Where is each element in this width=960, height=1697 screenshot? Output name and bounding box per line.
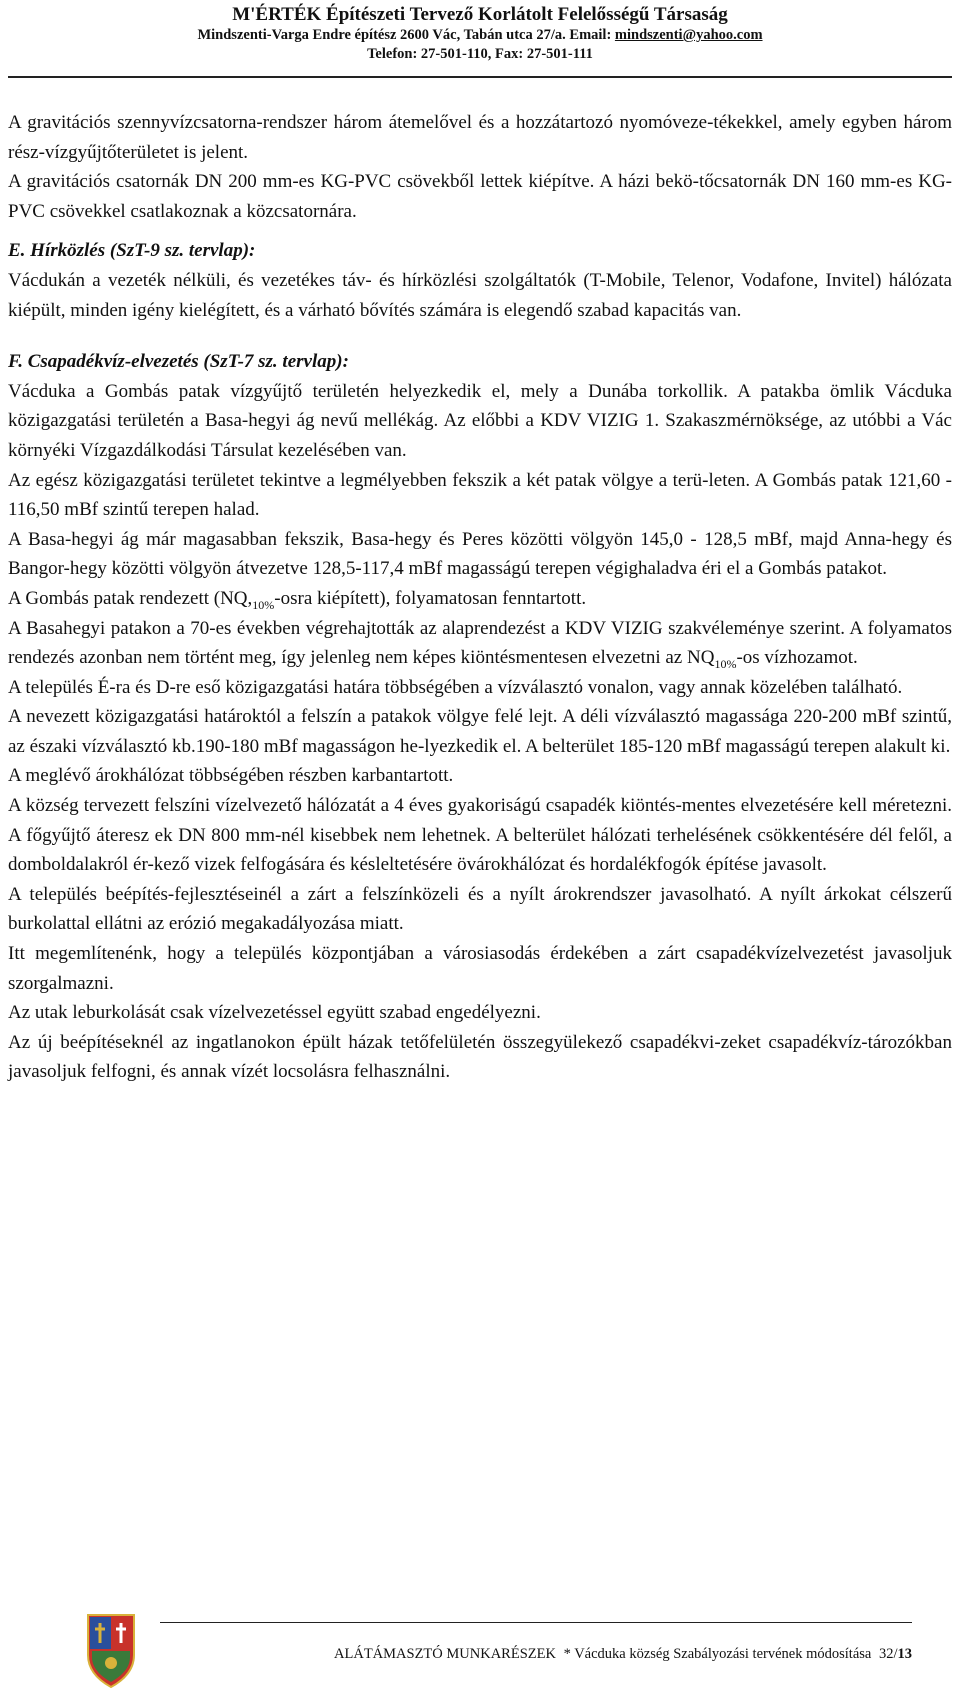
text-run: A Gombás patak rendezett (NQ,: [8, 587, 253, 609]
header-divider: [8, 76, 952, 78]
section-heading-f: F. Csapadékvíz-elvezetés (SzT-7 sz. tervlap):: [8, 351, 349, 373]
paragraph: Az egész közigazgatási területet tekintve a legmélyebben fekszik a két patak völgye a terü-leten. A Gombás patak 121,60 - 116,50 mBf szintű terepen halad.: [8, 469, 952, 521]
email-link[interactable]: mindszenti@yahoo.com: [614, 27, 763, 43]
text-run: A Basahegyi patakon a 70-es években végrehajtották az alaprendezést a KDV VIZIG szakvéleménye szerint. A folyamatos rendezés azonban nem történt meg, így jelenleg nem képes kiöntésmentesen elvezetni az NQ: [8, 617, 952, 669]
paragraph: [8, 584, 952, 614]
paragraph: A meglévő árokhálózat többségében részben karbantartott.: [8, 765, 454, 787]
address-text: Mindszenti-Varga Endre építész 2600 Vác, Tabán utca 27/a. Email:: [197, 27, 612, 43]
text-run: -os vízhozamot.: [736, 647, 858, 669]
subscript: 10%: [714, 656, 737, 671]
phone-line: Telefon: 27-501-110, Fax: 27-501-111: [367, 46, 593, 62]
section-heading-e: E. Hírközlés (SzT-9 sz. tervlap):: [8, 240, 256, 262]
paragraph: Az utak leburkolását csak vízelvezetéssel együtt szabad engedélyezni.: [8, 1002, 541, 1024]
page-number: 32/: [878, 1646, 898, 1662]
paragraph: Itt megemlítenénk, hogy a település központjában a városiasodás érdekében a zárt csapadékvízelvezetést javasoljuk szorgalmazni.: [8, 943, 952, 994]
footer-title: * Vácduka község Szabályozási tervének módosítása: [563, 1646, 872, 1662]
paragraph: A Basa-hegyi ág már magasabban fekszik, Basa-hegy és Peres közötti völgyön 145,0 - 128,5 mBf, majd Anna-hegy és Bangor-hegy közötti völgyön átvezetve 128,5-117,4 mBf magasságú terepen végighaladva éri el a Gombás patakot.: [8, 528, 952, 580]
paragraph: A gravitációs csatornák DN 200 mm-es KG-PVC csövekből lettek kiépítve. A házi bekö-tőcsatornák DN 160 mm-es KG-PVC csövekkel csatlakoznak a közcsatornára.: [8, 171, 952, 222]
company-name: M'ÉRTÉK Építészeti Tervező Korlátolt Felelősségű Társaság: [232, 4, 728, 25]
paragraph: A nevezett közigazgatási határoktól a felszín a patakok völgye felé lejt. A déli vízválasztó magassága 220-200 mBf szintű, az északi vízválasztó kb.190-180 mBf magasságon he-lyezkedik el. A belterület 185-120 mBf magasságú terepen alakult ki.: [8, 706, 952, 757]
coat-of-arms-icon: [84, 1611, 138, 1691]
paragraph: A település É-ra és D-re eső közigazgatási határa többségében a vízválasztó vonalon, vagy annak közelében található.: [8, 676, 903, 698]
page-footer: [190, 1645, 912, 1663]
paragraph: Vácduka a Gombás patak vízgyűjtő területén helyezkedik el, mely a Dunába torkollik. A patakba ömlik Vácduka közigazgatási területén a Basa-hegyi ág nevű mellékág. Az előbbi a KDV VIZIG 1. Szakaszmérnöksége, az utóbbi a Vác környéki Vízgazdálkodási Társulat kezelésében van.: [8, 380, 952, 461]
paragraph: A község tervezett felszíni vízelvezető hálózatát a 4 éves gyakoriságú csapadék kiöntés-mentes elvezetésére kell méretezni. A főgyűjtő áteresz ek DN 800 mm-nél kisebbek nem lehetnek. A belterület hálózati terhelésének csökkentésére dél felől, a domboldalakról ér-kező vizek felfogására és késleltetésére övárokhálózat és hordalékfogók építése javasolt.: [8, 795, 952, 876]
document-body: [8, 108, 952, 1087]
paragraph: Az új beépítéseknél az ingatlanokon épült házak tetőfelületén összegyülekező csapadékvi-zeket csapadékvíz-tározókban javasoljuk felfogni, és annak vízét locsolásra felhasználni.: [8, 1031, 952, 1083]
letterhead: [0, 4, 960, 64]
paragraph: A gravitációs szennyvízcsatorna-rendszer három átemelővel és a hozzátartozó nyomóveze-tékekkel, amely egyben három rész-vízgyűjtőterületet is jelent.: [8, 112, 952, 163]
paragraph: [8, 614, 952, 673]
paragraph: A település beépítés-fejlesztéseinél a zárt a felszínközeli és a nyílt árokrendszer javasolható. A nyílt árkokat célszerű burkolattal ellátni az erózió megakadályozása miatt.: [8, 883, 952, 935]
address-line: [0, 26, 960, 45]
text-run: -osra kiépített), folyamatosan fenntartott.: [274, 587, 587, 609]
paragraph: Vácdukán a vezeték nélküli, és vezetékes táv- és hírközlési szolgáltatók (T-Mobile, Telenor, Vodafone, Invitel) hálózata kiépült, minden igény kielégített, és a várható bővítés számára is elegendő szabad kapacitás van.: [8, 269, 952, 321]
subscript: 10%: [252, 597, 275, 612]
footer-divider: [160, 1622, 912, 1623]
footer-section-label: ALÁTÁMASZTÓ MUNKARÉSZEK: [334, 1646, 556, 1662]
page-total: 13: [897, 1646, 912, 1662]
